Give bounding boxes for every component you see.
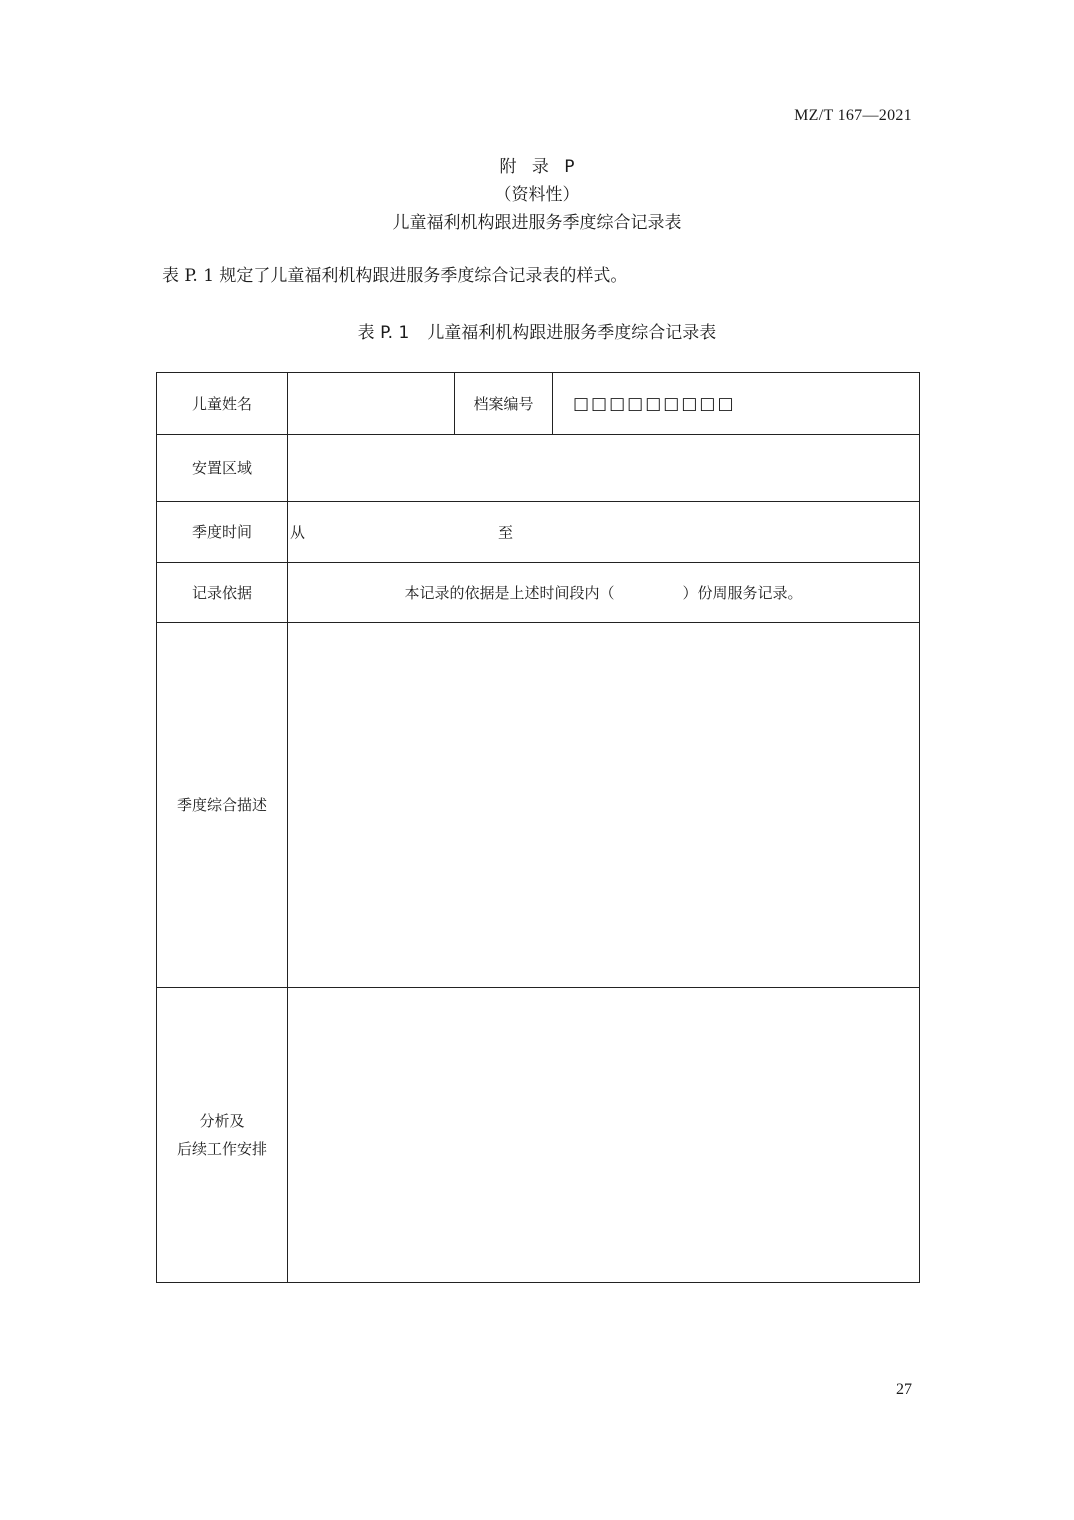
child-name-field[interactable] <box>288 373 455 435</box>
appendix-title: 附 录 P <box>499 157 575 177</box>
table-row-placement-area <box>157 435 920 502</box>
basis-text-after: ）份周服务记录。 <box>682 584 803 602</box>
description-field[interactable] <box>288 623 920 988</box>
quarter-time-label: 季度时间 <box>157 502 288 563</box>
record-basis-label: 记录依据 <box>157 563 288 623</box>
placement-area-field[interactable] <box>288 435 920 502</box>
time-from-label: 从 <box>290 523 306 542</box>
table-caption-number: 表 P. 1 <box>357 323 410 343</box>
table-row-record-basis <box>157 563 920 623</box>
analysis-label <box>157 988 288 1283</box>
time-to-label: 至 <box>498 523 514 542</box>
table-row-quarter-time <box>157 502 920 563</box>
basis-text-before: 本记录的依据是上述时间段内（ <box>404 584 615 602</box>
table-caption <box>0 318 1074 343</box>
appendix-subtitle: 儿童福利机构跟进服务季度综合记录表 <box>392 213 682 233</box>
table-row-description <box>157 623 920 988</box>
table-row-child-name <box>157 373 920 435</box>
analysis-label-line1: 分析及 <box>199 1112 245 1130</box>
analysis-field[interactable] <box>288 988 920 1283</box>
file-number-label: 档案编号 <box>455 373 553 435</box>
appendix-nature: （资料性） <box>494 185 580 205</box>
document-code: MZ/T 167—2021 <box>794 107 912 124</box>
table-row-analysis <box>157 988 920 1283</box>
table-caption-title: 儿童福利机构跟进服务季度综合记录表 <box>427 323 717 343</box>
intro-paragraph: 表 P. 1 规定了儿童福利机构跟进服务季度综合记录表的样式。 <box>162 266 628 286</box>
quarter-time-field[interactable] <box>288 502 920 563</box>
page-number: 27 <box>896 1381 912 1398</box>
child-name-label: 儿童姓名 <box>157 373 288 435</box>
record-basis-field <box>288 563 920 623</box>
analysis-label-line2: 后续工作安排 <box>176 1140 267 1158</box>
placement-area-label: 安置区域 <box>157 435 288 502</box>
file-number-boxes[interactable]: □□□□□□□□□ <box>553 373 920 435</box>
record-form-table <box>156 372 920 1283</box>
description-label: 季度综合描述 <box>157 623 288 988</box>
